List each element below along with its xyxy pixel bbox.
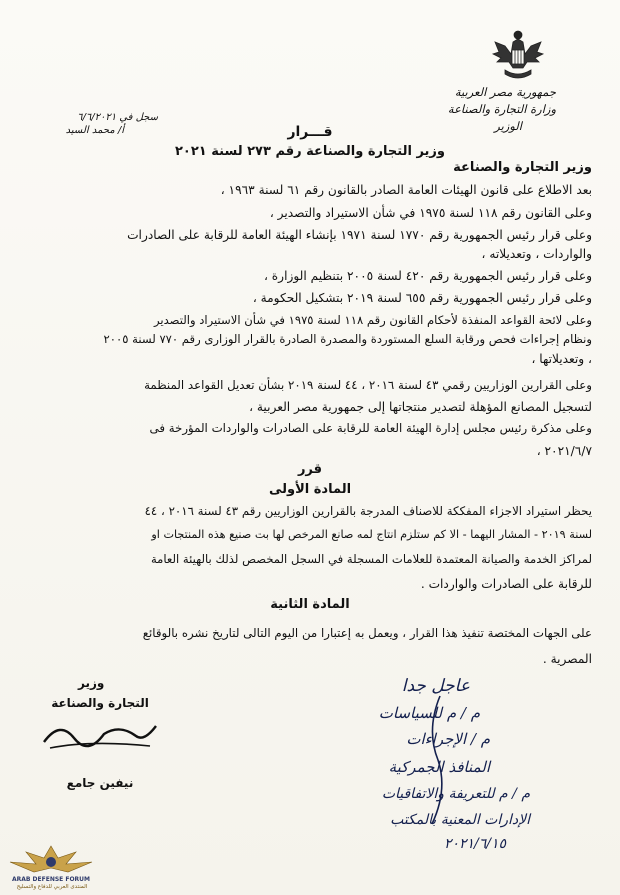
preamble-line: وعلى لائحة القواعد المنفذة لأحكام القانون رقم ١١٨ لسنة ١٩٧٥ في شأن الاستيراد والتصدير [153, 313, 592, 327]
decision-heading: قرر [297, 462, 323, 477]
annotation-line: عاجل جدا [401, 676, 470, 696]
preamble-line: ونظام إجراءات فحص ورقابة السلع المستوردة والمصدرة الصادرة بالقرار الوزارى رقم ٧٧٠ لسنة ٢٠٠٥ [103, 332, 592, 346]
decree-title: قـــرار [287, 124, 333, 140]
article-1-line: يحظر استيراد الاجزاء المفككة للاصناف المدرجة بالقرارين الوزاريين رقم ٤٣ لسنة ٢٠١٦ ، ٤٤ [144, 504, 592, 518]
article-2-title: المادة الثانية [270, 597, 350, 612]
header-office: الوزير [494, 119, 522, 133]
forum-logo-icon [6, 842, 96, 890]
header-ministry: وزارة التجارة والصناعة [447, 102, 556, 116]
annotation-line: م / الإجراءات [406, 730, 490, 748]
svg-text:ARAB DEFENSE FORUM: ARAB DEFENSE FORUM [11, 876, 91, 883]
article-1-title: المادة الأولى [268, 482, 352, 497]
preamble-line: وعلى القانون رقم ١١٨ لسنة ١٩٧٥ في شأن الاستيراد والتصدير ، [269, 206, 592, 220]
article-2-line: المصرية . [542, 652, 592, 666]
registrar-name: أ/ محمد السيد [65, 125, 124, 136]
annotation-line: الإدارات المعنية بالمكتب [390, 812, 530, 828]
registration-note [28, 111, 158, 137]
watermark-arabic: المنتدى العربي للدفاع والتسليح [16, 884, 88, 890]
eagle-emblem-icon [489, 28, 547, 84]
annotation-line: م / م للسياسات [378, 704, 480, 722]
decree-subtitle: وزير التجارة والصناعة رقم ٢٧٣ لسنة ٢٠٢١ [175, 144, 445, 159]
article-2-line: على الجهات المختصة تنفيذ هذا القرار ، ويعمل به إعتبارا من اليوم التالى لتاريخ نشره بالوقائع [142, 626, 592, 640]
signature-scribble-icon [40, 712, 160, 754]
signature-ministry: التجارة والصناعة [51, 696, 149, 710]
preamble-line: وعلى القرارين الوزاريين رقمي ٤٣ لسنة ٢٠١٦ ، ٤٤ لسنة ٢٠١٩ بشأن تعديل القواعد المنظمة [144, 378, 592, 392]
signature-role: وزير [78, 676, 105, 690]
annotation-line: المنافذ الجمركية [388, 758, 490, 776]
annotation-bracket-icon [420, 690, 450, 830]
preamble-line: وعلى قرار رئيس الجمهورية رقم ١٧٧٠ لسنة ١٩٧١ بإنشاء الهيئة العامة للرقابة على الصادرات [127, 228, 592, 242]
preamble-line: والواردات ، وتعديلاته ، [481, 247, 592, 261]
preamble-line: وعلى قرار رئيس الجمهورية رقم ٤٢٠ لسنة ٢٠٠٥ بتنظيم الوزارة ، [263, 269, 592, 283]
annotation-line: م / م للتعريفة والاتفاقيات [381, 786, 530, 802]
article-1-line: لمراكز الخدمة والصيانة المعتمدة للعلامات المسجلة في السجل المخصص لذلك بالهيئة العامة [150, 552, 592, 566]
preamble-line: بعد الاطلاع على قانون الهيئات العامة الصادر بالقانون رقم ٦١ لسنة ١٩٦٣ ، [220, 183, 592, 197]
preamble-line: ، وتعديلاتها ، [531, 352, 592, 366]
annotation-date: ٢٠٢١/٦/١٥ [443, 836, 507, 852]
preamble-intro: وزير التجارة والصناعة [453, 160, 592, 175]
article-1-line: للرقابة على الصادرات والواردات . [420, 577, 592, 591]
preamble-line: لتسجيل المصانع المؤهلة لتصدير منتجاتها إلى جمهورية مصر العربية ، [249, 400, 592, 414]
header-country: جمهورية مصر العربية [454, 85, 556, 99]
preamble-line: وعلى مذكرة رئيس مجلس إدارة الهيئة العامة للرقابة على الصادرات والواردات المؤرخة فى [149, 421, 592, 435]
article-1-line: لسنة ٢٠١٩ - المشار اليهما - الا كم ستلزم انتاج لمه صانع المرخص لها بت صنيع هذه المنتجات او [151, 528, 592, 541]
signature-name: نيفين جامع [66, 776, 134, 790]
preamble-line: ٢٠٢١/٦/٧ ، [536, 444, 592, 458]
preamble-line: وعلى قرار رئيس الجمهورية رقم ٦٥٥ لسنة ٢٠١٩ بتشكيل الحكومة ، [252, 291, 592, 305]
registration-date: سجل في ٦/٦/٢٠٢١ [77, 112, 158, 123]
